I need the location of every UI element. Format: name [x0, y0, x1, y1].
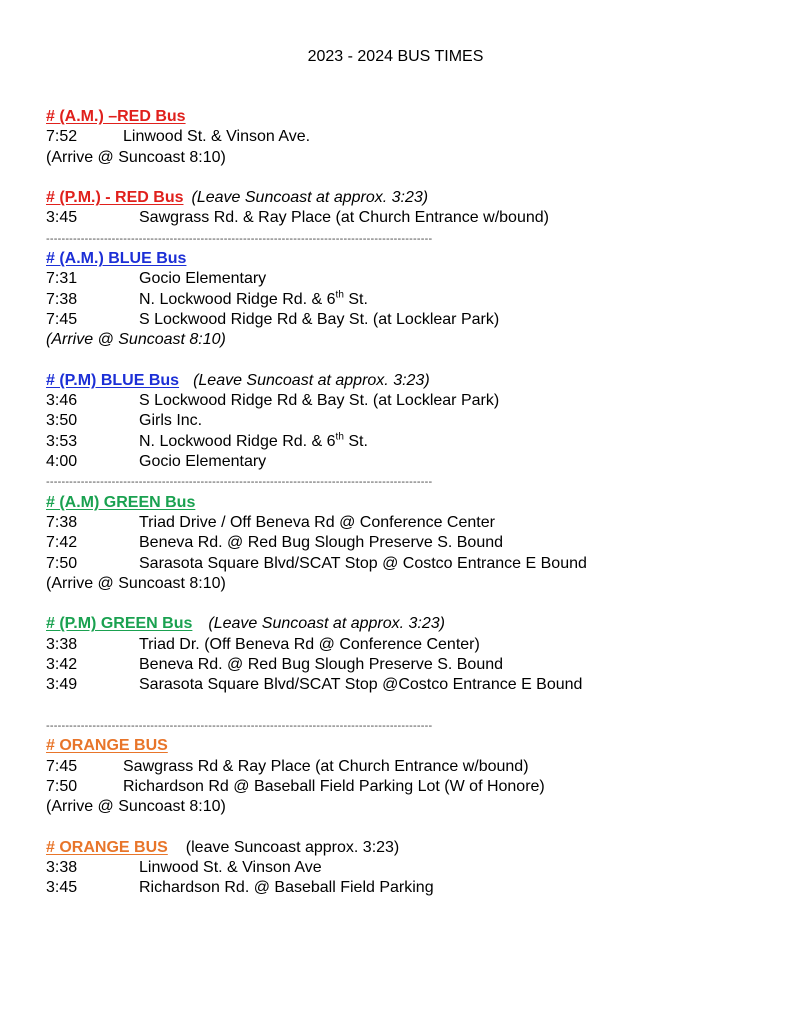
stop-place: Linwood St. & Vinson Ave [139, 858, 322, 876]
red-pm-header: # (P.M.) - RED Bus [46, 189, 184, 207]
stop-place: Linwood St. & Vinson Ave. [123, 128, 311, 146]
stop-time: 7:45 [46, 310, 78, 328]
stop-row [46, 290, 766, 310]
arrive-note: (Arrive @ Suncoast 8:10) [46, 574, 226, 592]
stop-place: N. Lockwood Ridge Rd. & 6 [139, 290, 336, 308]
arrive-note: (Arrive @ Suncoast 8:10) [46, 148, 226, 166]
red-am-header: # (A.M.) –RED Bus [46, 108, 186, 125]
stop-row [46, 127, 766, 147]
stop-time: 3:38 [46, 635, 78, 653]
orange-pm-section [46, 838, 766, 899]
separator-line: ---------------------------------------------------------------------------------------------------- [46, 476, 433, 489]
stop-time: 7:45 [46, 757, 78, 775]
page-title: 2023 - 2024 BUS TIMES [307, 48, 484, 65]
stop-time: 3:42 [46, 656, 78, 674]
stop-row [46, 411, 766, 431]
stop-row [46, 777, 766, 797]
separator-line: ---------------------------------------------------------------------------------------------------- [46, 719, 433, 732]
arrive-note: (Arrive @ Suncoast 8:10) [46, 331, 226, 349]
blue-am-header: # (A.M.) BLUE Bus [46, 250, 187, 268]
stop-place: Gocio Elementary [139, 453, 267, 471]
stop-place: Sarasota Square Blvd/SCAT Stop @ Costco Entrance E Bound [139, 554, 587, 572]
stop-place: Sawgrass Rd & Ray Place (at Church Entrance w/bound) [123, 757, 529, 775]
stop-place: Sarasota Square Blvd/SCAT Stop @Costco Entrance E Bound [139, 676, 583, 694]
ordinal-suffix: th [335, 289, 344, 301]
stop-row [46, 310, 766, 330]
stop-time: 3:45 [46, 879, 78, 897]
green-pm-section [46, 614, 766, 695]
leave-note: (Leave Suncoast at approx. 3:23) [191, 189, 429, 207]
stop-time: 3:53 [46, 432, 78, 450]
orange-pm-header: # ORANGE BUS [46, 838, 168, 856]
stop-row [46, 208, 766, 228]
stop-time: 7:38 [46, 513, 78, 531]
red-am-section [46, 107, 766, 168]
stop-place: Sawgrass Rd. & Ray Place (at Church Entrance w/bound) [139, 209, 549, 227]
stop-time: 7:50 [46, 777, 78, 795]
blue-pm-section [46, 371, 766, 472]
stop-place: Triad Dr. (Off Beneva Rd @ Conference Center) [139, 635, 480, 653]
stop-time: 7:31 [46, 270, 78, 288]
stop-row [46, 675, 766, 695]
stop-time: 7:52 [46, 128, 78, 146]
stop-row [46, 452, 766, 472]
stop-row [46, 757, 766, 777]
stop-time: 7:42 [46, 534, 78, 552]
stop-place: S Lockwood Ridge Rd & Bay St. (at Locklear Park) [139, 392, 500, 410]
orange-am-header: # ORANGE BUS [46, 737, 168, 755]
stop-place: Beneva Rd. @ Red Bug Slough Preserve S. Bound [139, 534, 504, 552]
leave-note: (Leave Suncoast at approx. 3:23) [208, 615, 445, 633]
leave-note: (Leave Suncoast at approx. 3:23) [193, 371, 430, 389]
arrive-note: (Arrive @ Suncoast 8:10) [46, 798, 226, 816]
stop-time: 4:00 [46, 453, 78, 471]
green-am-section [46, 493, 766, 594]
stop-place: Triad Drive / Off Beneva Rd @ Conference Center [139, 513, 495, 531]
blue-am-section [46, 249, 766, 350]
stop-row [46, 269, 766, 289]
stop-place-suffix: St. [343, 432, 368, 450]
stop-time: 3:46 [46, 392, 78, 410]
stop-time: 7:38 [46, 290, 78, 308]
stop-place: Beneva Rd. @ Red Bug Slough Preserve S. Bound [139, 656, 504, 674]
stop-time: 3:49 [46, 676, 78, 694]
green-pm-header: # (P.M) GREEN Bus [46, 615, 193, 633]
stop-time: 7:50 [46, 554, 78, 572]
stop-place: Gocio Elementary [139, 270, 267, 288]
leave-note: (leave Suncoast approx. 3:23) [185, 838, 400, 856]
stop-place: N. Lockwood Ridge Rd. & 6 [139, 432, 336, 450]
stop-place: Girls Inc. [139, 412, 203, 430]
schedule-body [46, 107, 766, 899]
stop-place: Richardson Rd @ Baseball Field Parking Lot (W of Honore) [123, 777, 545, 795]
blue-pm-header: # (P.M) BLUE Bus [46, 371, 180, 389]
stop-row [46, 878, 766, 898]
stop-place: S Lockwood Ridge Rd & Bay St. (at Locklear Park) [139, 310, 500, 328]
green-am-header: # (A.M) GREEN Bus [46, 493, 196, 511]
stop-row [46, 655, 766, 675]
stop-row [46, 533, 766, 553]
stop-row [46, 391, 766, 411]
stop-row [46, 554, 766, 574]
stop-row [46, 513, 766, 533]
separator-line: ---------------------------------------------------------------------------------------------------- [46, 232, 433, 245]
stop-row [46, 635, 766, 655]
stop-time: 3:45 [46, 209, 78, 227]
stop-row [46, 858, 766, 878]
ordinal-suffix: th [335, 431, 344, 443]
stop-time: 3:38 [46, 858, 78, 876]
stop-place-suffix: St. [343, 290, 368, 308]
stop-row [46, 432, 766, 452]
stop-place: Richardson Rd. @ Baseball Field Parking [139, 879, 434, 897]
red-pm-section [46, 188, 766, 229]
orange-am-section [46, 736, 766, 817]
stop-time: 3:50 [46, 412, 78, 430]
